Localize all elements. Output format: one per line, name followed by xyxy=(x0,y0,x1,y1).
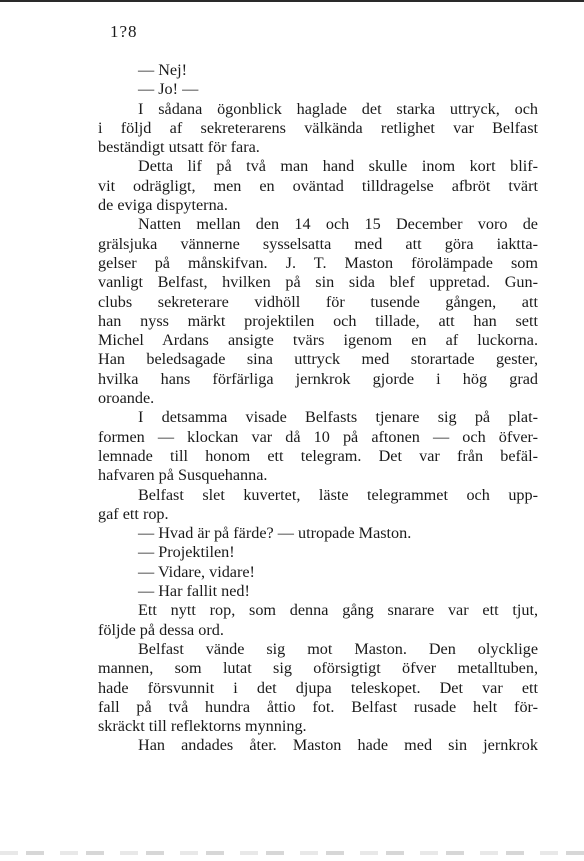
text-line: vanligt Belfast, hvilken på sin sida blef uppretad. Gun- xyxy=(98,273,538,292)
top-rule xyxy=(0,0,584,2)
text-line: clubs sekreterare vidhöll för tusende gången, att xyxy=(98,292,538,311)
text-line: i följd af sekreterarens välkända retlighet var Belfast xyxy=(98,118,538,137)
text-line: Belfast slet kuvertet, läste telegrammet och upp- xyxy=(138,485,538,504)
text-line: följde på dessa ord. xyxy=(98,620,224,639)
paragraph xyxy=(98,582,538,601)
text-line: oroande. xyxy=(98,389,155,408)
page-number: 1?8 xyxy=(110,22,138,41)
text-line: beständigt utsatt för fara. xyxy=(98,138,260,157)
text-line: — Jo! — xyxy=(138,80,199,99)
paragraph xyxy=(98,61,538,80)
text-line: grälsjuka vännerne sysselsatta med att göra iaktta- xyxy=(98,234,538,253)
paragraph xyxy=(98,157,538,215)
body-text xyxy=(98,61,538,756)
text-line: gelser på månskifvan. J. T. Maston förolämpade som xyxy=(98,253,538,272)
paragraph xyxy=(98,100,538,158)
text-line: Michel Ardans ansigte tvärs igenom en af luckorna. xyxy=(98,331,538,350)
text-line: mannen, som lutat sig oförsigtigt öfver metalltuben, xyxy=(98,659,538,678)
text-line: — Har fallit ned! xyxy=(138,582,250,601)
paragraph xyxy=(98,736,538,755)
text-line: han nyss märkt projektilen och tillade, att han sett xyxy=(98,311,538,330)
paragraph xyxy=(98,408,538,485)
text-line: Belfast vände sig mot Maston. Den olycklige xyxy=(138,639,538,658)
text-line: hafvaren på Susquehanna. xyxy=(98,466,268,485)
text-line: — Nej! xyxy=(138,61,187,79)
paragraph xyxy=(98,543,538,562)
paragraph xyxy=(98,80,538,99)
text-line: I sådana ögonblick haglade det starka uttryck, och xyxy=(138,99,538,118)
text-line: Han beledsagade sina uttryck med storartade gester, xyxy=(98,350,538,369)
text-line: hade försvunnit i det djupa teleskopet. Det var ett xyxy=(98,678,538,697)
text-line: — Vidare, vidare! xyxy=(138,562,255,581)
paragraph xyxy=(98,215,538,408)
paragraph xyxy=(98,563,538,582)
text-line: — Projektilen! xyxy=(138,543,235,562)
text-line: I detsamma visade Belfasts tjenare sig på plat- xyxy=(138,408,538,427)
text-line: Ett nytt rop, som denna gång snarare var ett tjut, xyxy=(138,601,538,620)
bottom-scan-noise xyxy=(0,851,584,855)
paragraph xyxy=(98,640,538,736)
text-line: de eviga dispyterna. xyxy=(98,196,228,215)
paragraph xyxy=(98,601,538,640)
text-line: Natten mellan den 14 och 15 December voro de xyxy=(138,215,538,234)
text-line: — Hvad är på färde? — utropade Maston. xyxy=(138,524,412,543)
text-line: lemnade till honom ett telegram. Det var från befäl- xyxy=(98,446,538,465)
text-line: fall på två hundra åttio fot. Belfast rusade helt för- xyxy=(98,697,538,716)
paragraph xyxy=(98,486,538,525)
text-line: vit odrägligt, men en oväntad tilldragelse afbröt tvärt xyxy=(98,176,538,195)
text-line: Detta lif på två man hand skulle inom kort blif- xyxy=(138,157,538,176)
text-line: Han andades åter. Maston hade med sin jernkrok xyxy=(138,736,538,755)
paragraph xyxy=(98,524,538,543)
text-line: formen — klockan var då 10 på aftonen — och öfver- xyxy=(98,427,538,446)
text-line: hvilka hans förfärliga jernkrok gjorde i hög grad xyxy=(98,369,538,388)
text-line: skräckt till reflektorns mynning. xyxy=(98,717,307,736)
text-line: gaf ett rop. xyxy=(98,504,169,523)
